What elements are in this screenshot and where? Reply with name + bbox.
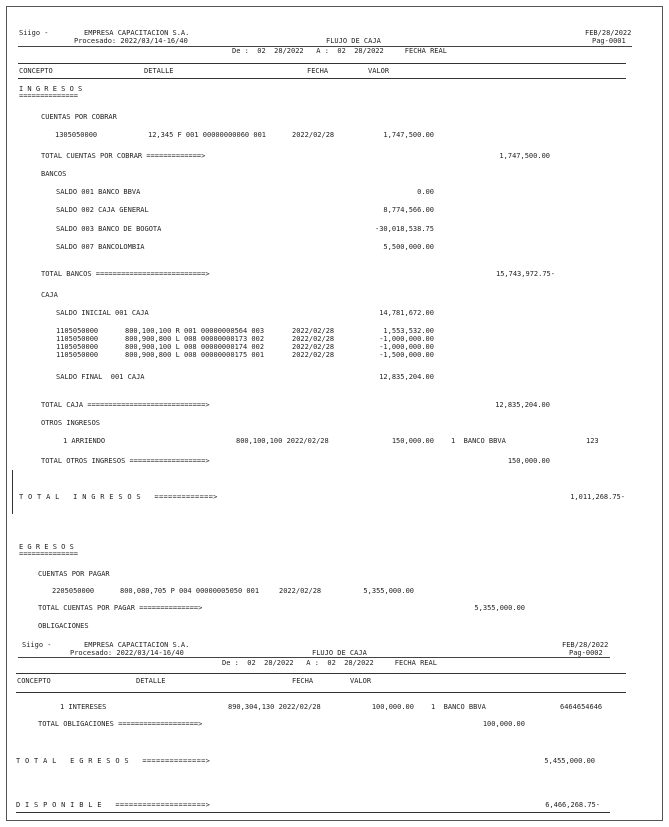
column-rule-bottom (18, 78, 626, 79)
caja-row-detail: 800,900,100 L 008 00000000174 002 (125, 343, 265, 351)
col-detalle: DETALLE (144, 67, 174, 75)
cxp-detail: 800,080,705 P 004 00000005050 001 (120, 587, 260, 595)
obligaciones-row-ref: 6464654646 (560, 703, 603, 711)
cxp-value: 5,355,000.00 (363, 587, 414, 595)
col-valor: VALOR (368, 67, 390, 75)
obligaciones-title: OBLIGACIONES (38, 622, 89, 630)
obligaciones-total: 100,000.00 (482, 720, 525, 728)
app-name: Siigo - (22, 641, 52, 649)
caja-row-date: 2022/02/28 (292, 351, 335, 359)
otros-total-label: TOTAL OTROS INGRESOS ==================> (41, 457, 210, 465)
bancos-row-label: SALDO 001 BANCO BBVA (56, 188, 141, 196)
bancos-row-label: SALDO 007 BANCOLOMBIA (56, 243, 145, 251)
egresos-total: 5,455,000.00 (544, 757, 595, 765)
processed-stamp: Procesado: 2022/03/14-16/40 (74, 37, 188, 45)
cxp-total: 5,355,000.00 (474, 604, 525, 612)
obligaciones-row-value: 100,000.00 (371, 703, 414, 711)
obligaciones-total-label: TOTAL OBLIGACIONES ===================> (38, 720, 203, 728)
page-frame (6, 6, 663, 821)
otros-row-value: 150,000.00 (391, 437, 434, 445)
bancos-row-value: 5,500,000.00 (383, 243, 434, 251)
report-title: FLUJO DE CAJA (326, 37, 381, 45)
otros-title: OTROS INGRESOS (41, 419, 101, 427)
egresos-total-label: T O T A L E G R E S O S ==============> (16, 757, 211, 765)
ingresos-total-label: T O T A L I N G R E S O S =============> (19, 493, 218, 501)
otros-total: 150,000.00 (507, 457, 550, 465)
cxc-value: 1,747,500.00 (383, 131, 434, 139)
col-valor: VALOR (350, 677, 372, 685)
caja-row-detail: 800,100,100 R 001 00000000564 003 (125, 327, 265, 335)
cxc-detail: 12,345 F 001 00000000060 001 (148, 131, 267, 139)
period-line: De : 02 28/2022 A : 02 28/2022 FECHA REAL (222, 659, 437, 667)
processed-stamp: Procesado: 2022/03/14-16/40 (70, 649, 184, 657)
app-name: Siigo - (19, 29, 49, 37)
cxp-total-label: TOTAL CUENTAS POR PAGAR ==============> (38, 604, 203, 612)
caja-title: CAJA (41, 291, 58, 299)
bancos-total: 15,743,972.75- (495, 270, 555, 278)
caja-row-account: 1105050000 (56, 335, 99, 343)
caja-row-detail: 800,900,800 L 008 00000000173 002 (125, 335, 265, 343)
obligaciones-row-detail: 890,304,130 2022/02/28 (228, 703, 321, 711)
caja-row-date: 2022/02/28 (292, 335, 335, 343)
margin-mark (12, 470, 13, 514)
caja-row-date: 2022/02/28 (292, 343, 335, 351)
bancos-row-value: 0.00 (417, 188, 434, 196)
cxc-title: CUENTAS POR COBRAR (41, 113, 117, 121)
cxp-account: 2205050000 (52, 587, 95, 595)
otros-row-ref: 123 (586, 437, 599, 445)
ingresos-underline: ============== (19, 92, 79, 100)
bancos-total-label: TOTAL BANCOS ==========================> (41, 270, 210, 278)
report-date: FEB/28/2022 (585, 29, 632, 37)
caja-row-value: -1,000,000.00 (379, 343, 434, 351)
bancos-row-label: SALDO 002 CAJA GENERAL (56, 206, 149, 214)
obligaciones-row-bank: 1 BANCO BBVA (431, 703, 486, 711)
otros-row-label: 1 ARRIENDO (63, 437, 106, 445)
header-underline (18, 657, 610, 658)
col-fecha: FECHA (307, 67, 329, 75)
otros-row-detail: 800,100,100 2022/02/28 (236, 437, 329, 445)
disponible-value: 6,466,268.75- (545, 801, 600, 809)
caja-row-detail: 800,900,800 L 008 00000000175 001 (125, 351, 265, 359)
column-rule-bottom (16, 692, 626, 693)
caja-row-account: 1105050000 (56, 343, 99, 351)
cxc-account: 1305050000 (55, 131, 98, 139)
bancos-row-value: -30,018,538.75 (374, 225, 434, 233)
caja-final-value: 12,835,204.00 (379, 373, 434, 381)
page-number: Pag-0002 (569, 649, 603, 657)
caja-total: 12,835,204.00 (495, 401, 550, 409)
caja-row-date: 2022/02/28 (292, 327, 335, 335)
egresos-underline: ============== (19, 550, 79, 558)
bancos-title: BANCOS (41, 170, 67, 178)
cxc-date: 2022/02/28 (292, 131, 335, 139)
caja-row-account: 1105050000 (56, 327, 99, 335)
cxp-title: CUENTAS POR PAGAR (38, 570, 110, 578)
report-title: FLUJO DE CAJA (312, 649, 367, 657)
column-rule-top (16, 673, 626, 674)
bancos-row-label: SALDO 003 BANCO DE BOGOTA (56, 225, 162, 233)
caja-total-label: TOTAL CAJA ============================> (41, 401, 210, 409)
company-name: EMPRESA CAPACITACION S.A. (84, 641, 190, 649)
ingresos-total: 1,011,268.75- (570, 493, 625, 501)
caja-initial-value: 14,781,672.00 (379, 309, 434, 317)
egresos-title: E G R E S O S (19, 543, 74, 551)
col-concepto: CONCEPTO (19, 67, 53, 75)
cxp-date: 2022/02/28 (279, 587, 322, 595)
caja-row-value: 1,553,532.00 (383, 327, 434, 335)
company-name: EMPRESA CAPACITACION S.A. (84, 29, 190, 37)
col-concepto: CONCEPTO (17, 677, 51, 685)
cxc-total-label: TOTAL CUENTAS POR COBRAR =============> (41, 152, 206, 160)
caja-row-value: -1,000,000.00 (379, 335, 434, 343)
period-line: De : 02 28/2022 A : 02 28/2022 FECHA REAL (232, 47, 447, 55)
otros-row-bank: 1 BANCO BBVA (451, 437, 506, 445)
caja-final-label: SALDO FINAL 001 CAJA (56, 373, 145, 381)
column-rule-top (18, 63, 626, 64)
cxc-total: 1,747,500.00 (499, 152, 550, 160)
bottom-rule (16, 812, 610, 813)
caja-row-value: -1,500,000.00 (379, 351, 434, 359)
bancos-row-value: 8,774,566.00 (383, 206, 434, 214)
col-fecha: FECHA (292, 677, 314, 685)
obligaciones-row-label: 1 INTERESES (60, 703, 107, 711)
caja-initial-label: SALDO INICIAL 001 CAJA (56, 309, 149, 317)
report-date: FEB/28/2022 (562, 641, 609, 649)
page-number: Pag-0001 (592, 37, 626, 45)
ingresos-title: I N G R E S O S (19, 85, 83, 93)
caja-row-account: 1105050000 (56, 351, 99, 359)
disponible-label: D I S P O N I B L E ====================> (16, 801, 211, 809)
col-detalle: DETALLE (136, 677, 166, 685)
